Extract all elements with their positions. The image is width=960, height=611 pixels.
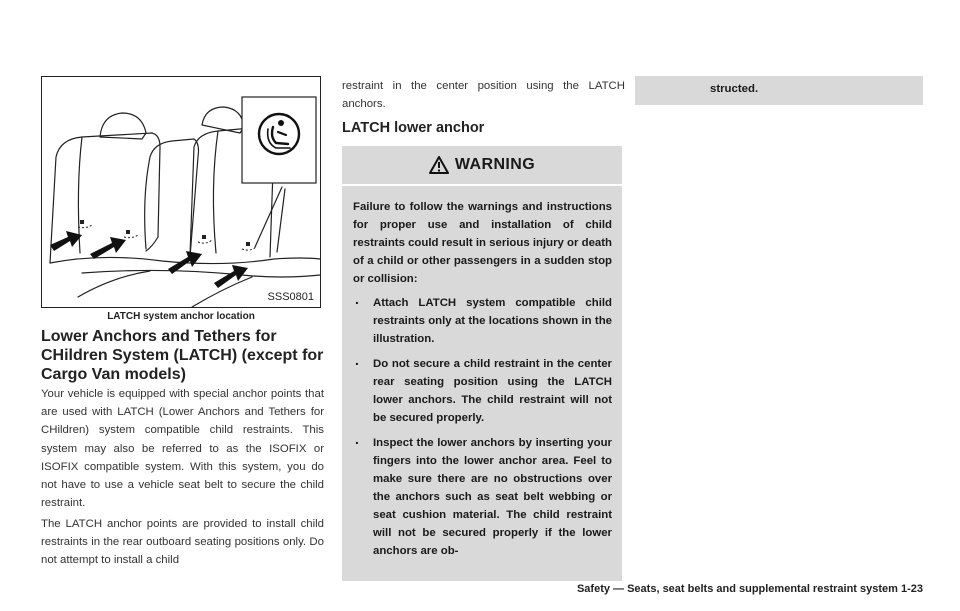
warning-body [342,186,622,560]
warning-triangle-icon [429,156,449,174]
subsection-title: LATCH lower anchor [342,120,485,136]
warning-header [342,146,622,186]
left-seatback [50,133,160,263]
body-paragraph-1: Your vehicle is equipped with special anchor points that are used with LATCH (Lower Anchors and Tethers for CHildren) system compatible child restraints. This system may also be referred to as the ISOFIX or ISOFIX compatible system. With this system, you do not have to use a vehicle seat belt to secure the child restraint. [41,388,324,510]
warning-title: WARNING [454,156,536,173]
warning-item-3: . Inspect the lower anchors by inserting your fingers into the lower anchor area. Feel to make sure there are no obstructions over the anchors such as seat belt webbing or seat cushion material. The child restraint will not be secured properly if the lower anchors are ob- [353,434,612,560]
warning-item-2: . Do not secure a child restraint in the center rear seating position using the LATCH lower anchors. The child restraint will not be secured properly. [353,355,612,427]
warning-box [342,146,622,581]
warning-list [353,294,612,560]
figure-caption: LATCH system anchor location [107,311,255,322]
page-footer: Safety — Seats, seat belts and supplemental restraint system 1-23 [576,583,923,595]
child-seat-anchor-icon [242,97,316,183]
warning-continuation-box [635,76,923,105]
warning-intro: Failure to follow the warnings and instructions for proper use and installation of child restraints could result in serious injury or death of a child or other passengers in a sudden stop or collision: [353,201,612,285]
body-paragraph-3: restraint in the center position using the LATCH anchors. [342,80,625,111]
warning-item-1: . Attach LATCH system compatible child restraints only at the locations shown in the illustration. [353,294,612,348]
figure-code: SSS0801 [267,291,314,303]
section-title: Lower Anchors and Tethers for CHildren System (LATCH) (except for Cargo Van models) [41,328,324,383]
body-paragraph-2: The LATCH anchor points are provided to install child restraints in the rear outboard seating positions only. Do not attempt to install a child [41,518,324,567]
anchor-markers [80,220,250,246]
latch-anchor-illustration [41,76,321,308]
rear-seat-drawing [42,77,321,308]
warning-continuation-text: structed. [710,83,759,95]
